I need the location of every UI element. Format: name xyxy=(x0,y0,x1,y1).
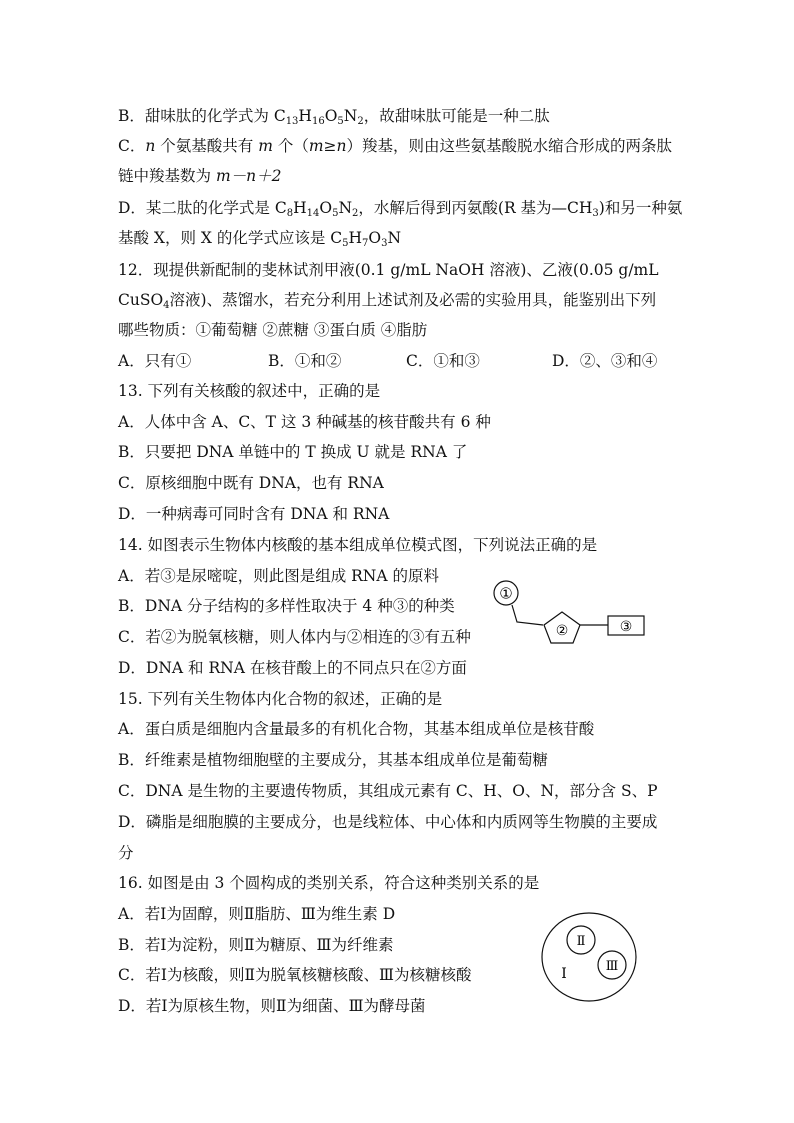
q15-stem: 15. 下列有关生物体内化合物的叙述，正确的是 xyxy=(118,690,443,708)
q12-option-d: D．②、③和④ xyxy=(552,352,658,370)
q15-option-d-line2: 分 xyxy=(118,844,134,862)
q15-option-d-line1: D．磷脂是细胞膜的主要成分，也是线粒体、中心体和内质网等生物膜的主要成 xyxy=(118,813,658,831)
q12-options xyxy=(118,351,657,371)
q11-option-b: B．甜味肽的化学式为 $C_{13}H_{16}O_5N_2$，故甜味肽可能是一种二肽 xyxy=(118,107,550,127)
q14-option-d: D．DNA 和 RNA 在核苷酸上的不同点只在②方面 xyxy=(118,659,467,677)
outer-label: Ⅰ xyxy=(561,966,567,982)
q11-option-d-line1: D．某二肽的化学式是 $C_8H_{14}O_5N_2$，水解后得到丙氨酸(R 基为$—CH_3$)和另一种氨 xyxy=(118,199,683,219)
phosphate-bond xyxy=(512,605,543,625)
q15-option-a: A．蛋白质是细胞内含量最多的有机化合物，其基本组成单位是核苷酸 xyxy=(118,720,595,738)
q13-stem: 13. 下列有关核酸的叙述中，正确的是 xyxy=(118,382,381,400)
q12-stem-line3: 哪些物质：①葡萄糖 ②蔗糖 ③蛋白质 ④脂肪 xyxy=(118,321,428,339)
q13-option-c: C．原核细胞中既有 DNA，也有 RNA xyxy=(118,474,384,492)
q12-stem-line2: CuSO$_4$溶液)、蒸馏水，若充分利用上述试剂及必需的实验用具，能鉴别出下列 xyxy=(118,291,657,311)
inner-label-three: Ⅲ xyxy=(605,959,619,974)
phosphate-label: ① xyxy=(499,584,513,603)
venn-diagram xyxy=(538,910,642,1004)
sugar-label: ② xyxy=(555,623,569,639)
q11-option-c-line2: 链中羧基数为 m－n＋2 xyxy=(118,167,282,185)
q13-option-b: B．只要把 DNA 单链中的 T 换成 U 就是 RNA 了 xyxy=(118,443,468,461)
q13-option-d: D．一种病毒可同时含有 DNA 和 RNA xyxy=(118,505,390,523)
q11-option-c-line1: C．n 个氨基酸共有 m 个（m≥n）羧基，则由这些氨基酸脱水缩合形成的两条肽 xyxy=(118,137,673,155)
q14-stem: 14. 如图表示生物体内核酸的基本组成单位模式图，下列说法正确的是 xyxy=(118,536,598,554)
q12-option-a: A．只有① xyxy=(118,352,192,370)
q14-option-a: A．若③是尿嘧啶，则此图是组成 RNA 的原料 xyxy=(118,567,439,585)
q13-option-a: A．人体中含 A、C、T 这 3 种碱基的核苷酸共有 6 种 xyxy=(118,413,491,431)
q16-option-c: C．若Ⅰ为核酸，则Ⅱ为脱氧核糖核酸、Ⅲ为核糖核酸 xyxy=(118,966,472,984)
q12-option-c: C．①和③ xyxy=(406,352,480,370)
q12-stem-line1: 12．现提供新配制的斐林试剂甲液(0.1 g/mL NaOH 溶液)、乙液(0.05 g/mL xyxy=(118,261,659,279)
q16-option-d: D．若Ⅰ为原核生物，则Ⅱ为细菌、Ⅲ为酵母菌 xyxy=(118,997,426,1015)
outer-circle xyxy=(542,913,636,1001)
nucleotide-diagram xyxy=(485,578,655,650)
q16-stem: 16. 如图是由 3 个圆构成的类别关系，符合这种类别关系的是 xyxy=(118,874,540,892)
q12-option-b: B．①和② xyxy=(268,352,342,370)
q16-option-b: B．若Ⅰ为淀粉，则Ⅱ为糖原、Ⅲ为纤维素 xyxy=(118,936,394,954)
q11-option-d-line2: 基酸 X，则 X 的化学式应该是 $C_5H_7O_3N$ xyxy=(118,229,402,249)
q15-option-c: C．DNA 是生物的主要遗传物质，其组成元素有 C、H、O、N，部分含 S、P xyxy=(118,782,658,800)
inner-label-two: Ⅱ xyxy=(576,934,586,949)
q14-option-b: B．DNA 分子结构的多样性取决于 4 种③的种类 xyxy=(118,597,455,615)
q15-option-b: B．纤维素是植物细胞壁的主要成分，其基本组成单位是葡萄糖 xyxy=(118,751,548,769)
q14-option-c: C．若②为脱氧核糖，则人体内与②相连的③有五种 xyxy=(118,628,471,646)
base-label: ③ xyxy=(619,619,633,635)
q16-option-a: A．若Ⅰ为固醇，则Ⅱ脂肪、Ⅲ为维生素 D xyxy=(118,905,396,923)
